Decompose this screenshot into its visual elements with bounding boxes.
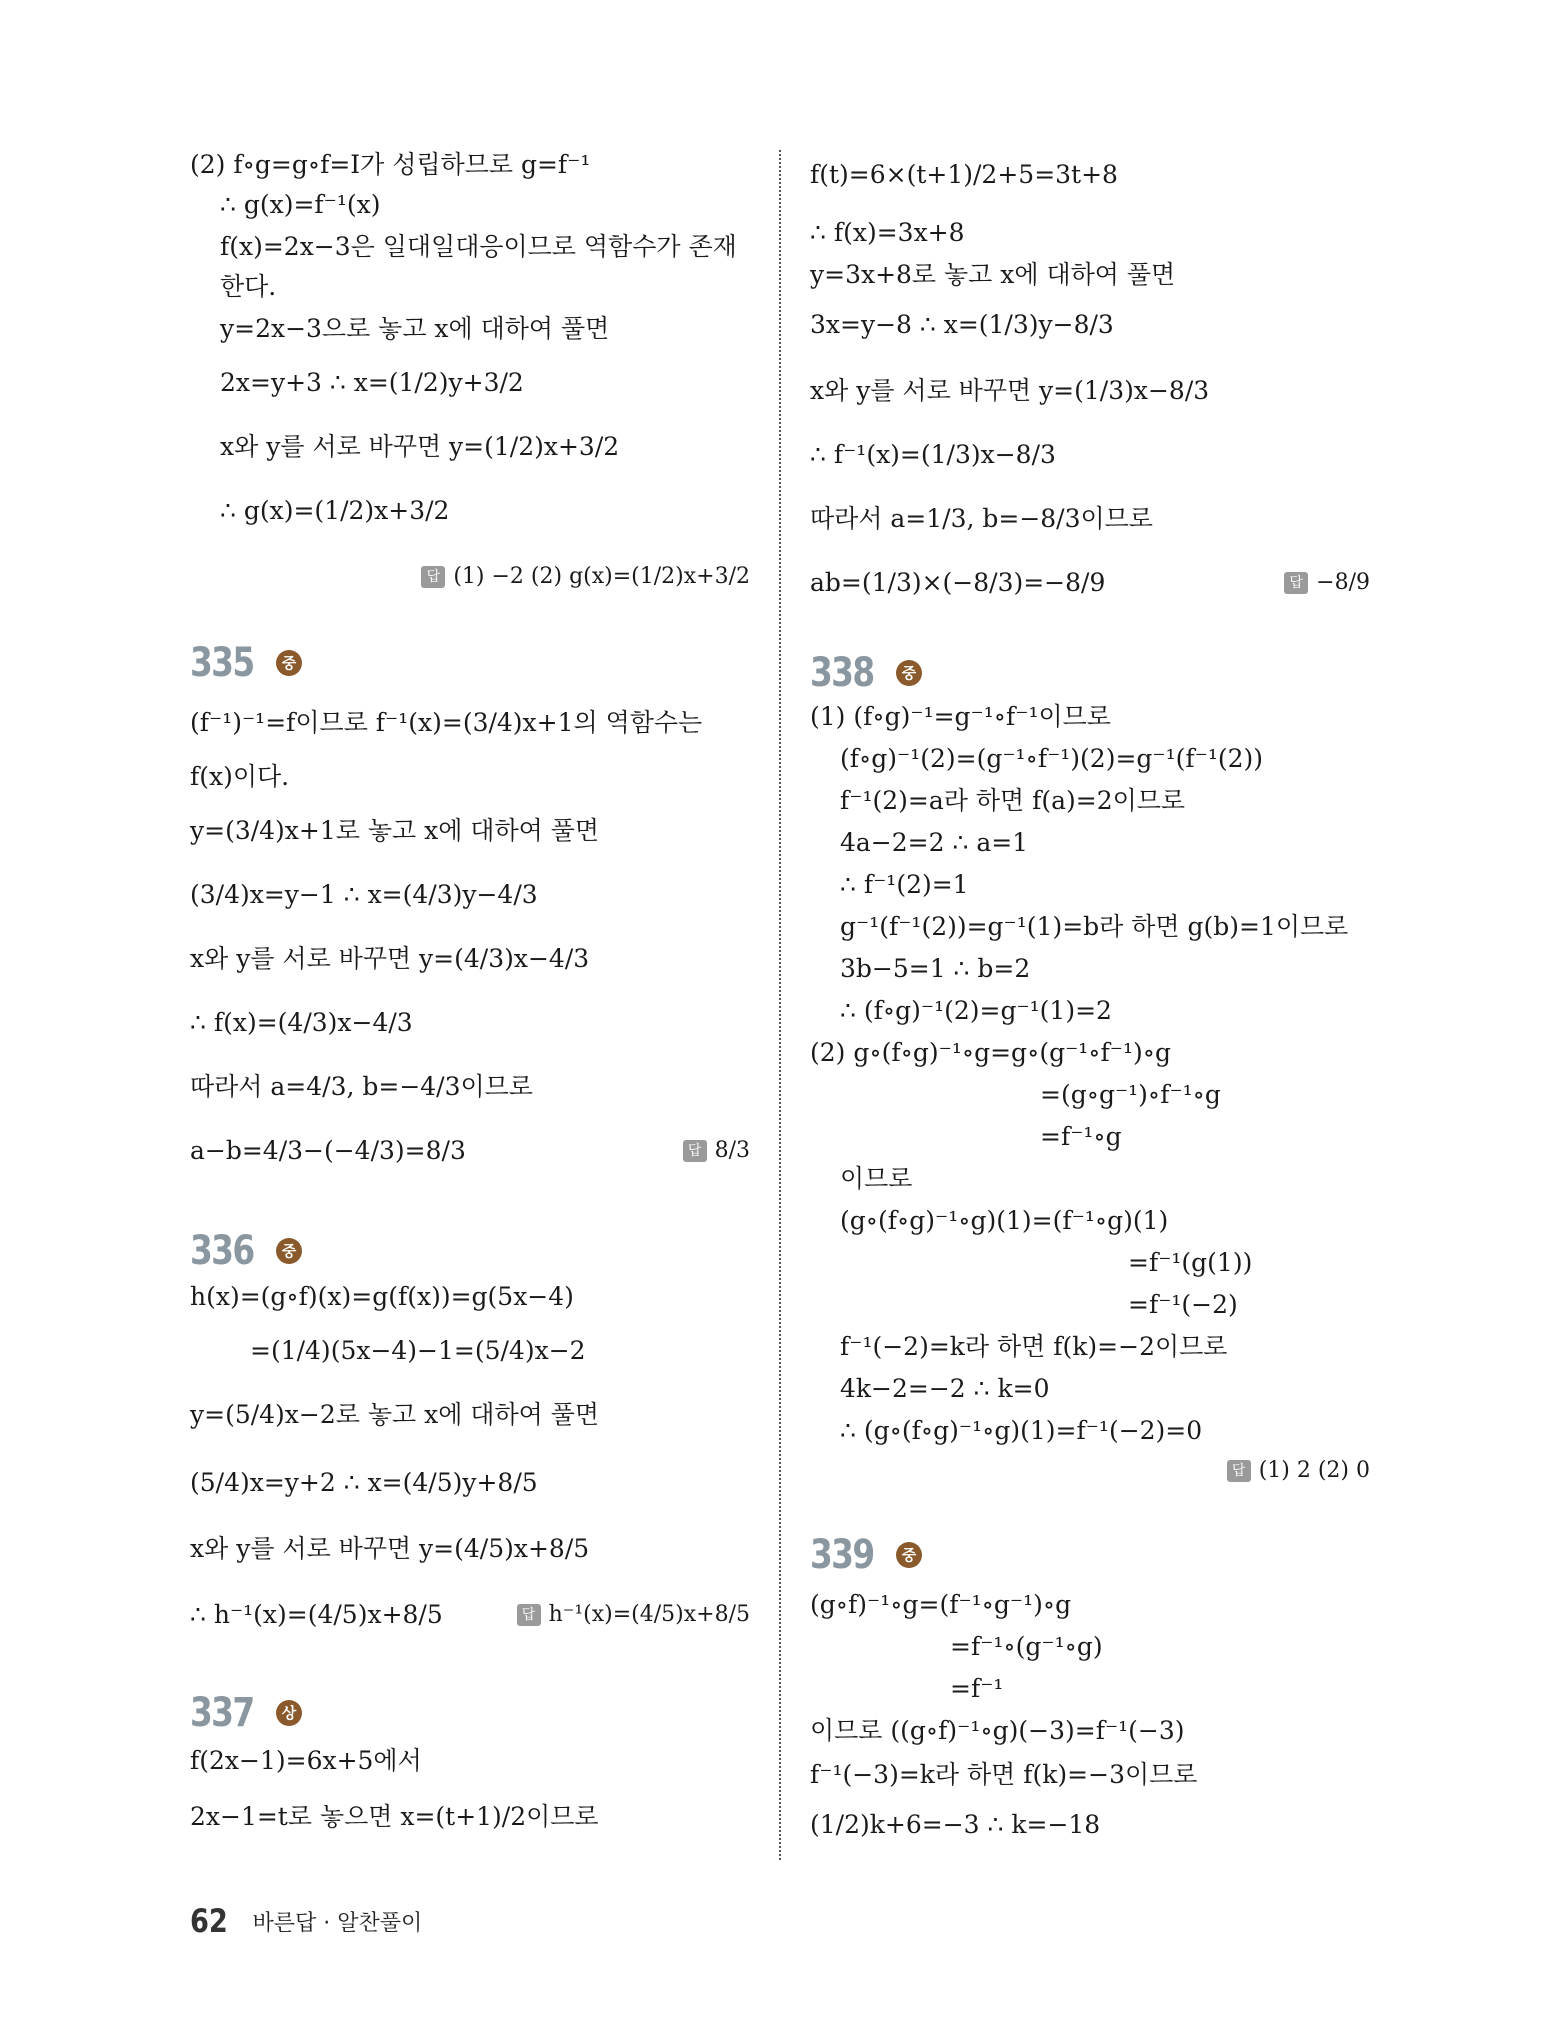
solution-line: a−b=4/3−(−4/3)=8/3: [190, 1136, 466, 1165]
solution-line: y=(5/4)x−2로 놓고 x에 대하여 풀면: [190, 1400, 600, 1429]
solution-line: ∴ g(x)=(1/2)x+3/2: [220, 496, 450, 525]
solution-line: ab=(1/3)×(−8/3)=−8/9: [810, 568, 1106, 597]
footer-title: 바른답 · 알찬풀이: [252, 1910, 423, 1936]
answer-text: 8/3: [714, 1138, 750, 1163]
solution-line: f(x)이다.: [190, 762, 290, 791]
problem-number: 337: [190, 1690, 254, 1736]
solution-line: =f⁻¹(−2): [1128, 1290, 1238, 1319]
solution-line: ∴ g(x)=f⁻¹(x): [220, 190, 381, 219]
solution-line: 따라서 a=4/3, b=−4/3이므로: [190, 1072, 533, 1101]
solution-line: 4k−2=−2 ∴ k=0: [840, 1374, 1050, 1403]
solution-line: 2x−1=t로 놓으면 x=(t+1)/2이므로: [190, 1802, 599, 1831]
answer-icon: 답: [1227, 1460, 1251, 1482]
answer-line: [421, 562, 750, 592]
solution-line: h(x)=(g∘f)(x)=g(f(x))=g(5x−4): [190, 1282, 574, 1311]
solution-line: y=(3/4)x+1로 놓고 x에 대하여 풀면: [190, 816, 600, 845]
answer-text: h⁻¹(x)=(4/5)x+8/5: [548, 1602, 750, 1627]
solution-line: 따라서 a=1/3, b=−8/3이므로: [810, 504, 1153, 533]
solution-line: ∴ f⁻¹(2)=1: [840, 870, 969, 899]
solution-line: (g∘(f∘g)⁻¹∘g)(1)=(f⁻¹∘g)(1): [840, 1206, 1169, 1235]
answer-text: (1) −2 (2) g(x)=(1/2)x+3/2: [453, 564, 750, 589]
problem-number-336: [190, 1228, 302, 1274]
solution-line: 4a−2=2 ∴ a=1: [840, 828, 1029, 857]
solution-line: ∴ h⁻¹(x)=(4/5)x+8/5: [190, 1600, 443, 1629]
solution-line: 2x=y+3 ∴ x=(1/2)y+3/2: [220, 368, 524, 397]
solution-line: (1) (f∘g)⁻¹=g⁻¹∘f⁻¹이므로: [810, 702, 1111, 731]
problem-number: 339: [810, 1532, 874, 1578]
solution-line: (f⁻¹)⁻¹=f이므로 f⁻¹(x)=(3/4)x+1의 역함수는: [190, 708, 703, 737]
solution-line: ∴ f(x)=(4/3)x−4/3: [190, 1008, 413, 1037]
answer-icon: 답: [517, 1604, 541, 1626]
solution-line: ∴ f(x)=3x+8: [810, 218, 965, 247]
solution-line: =f⁻¹∘g: [1040, 1122, 1122, 1151]
solution-line: (1/2)k+6=−3 ∴ k=−18: [810, 1810, 1101, 1839]
problem-number: 335: [190, 640, 254, 686]
answer-line: [683, 1136, 750, 1166]
answer-line: [1227, 1456, 1370, 1486]
solution-line: 이므로 ((g∘f)⁻¹∘g)(−3)=f⁻¹(−3): [810, 1716, 1185, 1745]
difficulty-badge: 중: [276, 1238, 302, 1264]
page-footer: [190, 1902, 422, 1940]
solution-line: f(t)=6×(t+1)/2+5=3t+8: [810, 160, 1118, 189]
solution-line: (2) f∘g=g∘f=I가 성립하므로 g=f⁻¹: [190, 150, 591, 179]
solution-line: (g∘f)⁻¹∘g=(f⁻¹∘g⁻¹)∘g: [810, 1590, 1072, 1619]
solution-line: y=2x−3으로 놓고 x에 대하여 풀면: [220, 314, 610, 343]
solution-line: ∴ f⁻¹(x)=(1/3)x−8/3: [810, 440, 1056, 469]
difficulty-badge: 중: [896, 660, 922, 686]
problem-number: 338: [810, 650, 874, 696]
answer-icon: 답: [1284, 572, 1308, 594]
problem-number: 336: [190, 1228, 254, 1274]
solution-line: f(2x−1)=6x+5에서: [190, 1746, 422, 1775]
solution-line: 3b−5=1 ∴ b=2: [840, 954, 1031, 983]
problem-number-335: [190, 640, 302, 686]
difficulty-badge: 중: [276, 650, 302, 676]
solution-line: 3x=y−8 ∴ x=(1/3)y−8/3: [810, 310, 1114, 339]
solution-line: (3/4)x=y−1 ∴ x=(4/3)y−4/3: [190, 880, 538, 909]
solution-line: =f⁻¹(g(1)): [1128, 1248, 1253, 1277]
difficulty-badge: 상: [276, 1700, 302, 1726]
solution-line: 이므로: [840, 1164, 913, 1193]
solution-line: 한다.: [220, 272, 277, 301]
problem-number-338: [810, 650, 922, 696]
answer-line: [1284, 568, 1370, 598]
solution-line: (5/4)x=y+2 ∴ x=(4/5)y+8/5: [190, 1468, 538, 1497]
solution-line: x와 y를 서로 바꾸면 y=(1/3)x−8/3: [810, 376, 1210, 405]
column-divider: [779, 150, 781, 1860]
answer-text: (1) 2 (2) 0: [1258, 1458, 1370, 1483]
problem-number-337: [190, 1690, 302, 1736]
answer-text: −8/9: [1316, 570, 1370, 595]
solution-line: y=3x+8로 놓고 x에 대하여 풀면: [810, 260, 1176, 289]
solution-line: (2) g∘(f∘g)⁻¹∘g=g∘(g⁻¹∘f⁻¹)∘g: [810, 1038, 1172, 1067]
solution-line: =f⁻¹∘(g⁻¹∘g): [950, 1632, 1103, 1661]
solution-line: ∴ (g∘(f∘g)⁻¹∘g)(1)=f⁻¹(−2)=0: [840, 1416, 1203, 1445]
solution-line: =(1/4)(5x−4)−1=(5/4)x−2: [250, 1336, 586, 1365]
solution-line: x와 y를 서로 바꾸면 y=(4/3)x−4/3: [190, 944, 590, 973]
answer-line: [517, 1600, 750, 1630]
answer-icon: 답: [421, 566, 445, 588]
answer-icon: 답: [683, 1140, 707, 1162]
problem-number-339: [810, 1532, 922, 1578]
solution-line: f⁻¹(−2)=k라 하면 f(k)=−2이므로: [840, 1332, 1228, 1361]
solution-line: f⁻¹(−3)=k라 하면 f(k)=−3이므로: [810, 1760, 1198, 1789]
solution-line: f⁻¹(2)=a라 하면 f(a)=2이므로: [840, 786, 1186, 815]
solution-line: g⁻¹(f⁻¹(2))=g⁻¹(1)=b라 하면 g(b)=1이므로: [840, 912, 1349, 941]
solution-line: =f⁻¹: [950, 1674, 1004, 1703]
solution-line: =(g∘g⁻¹)∘f⁻¹∘g: [1040, 1080, 1221, 1109]
solution-line: f(x)=2x−3은 일대일대응이므로 역함수가 존재: [220, 232, 737, 261]
solution-line: x와 y를 서로 바꾸면 y=(4/5)x+8/5: [190, 1534, 590, 1563]
solution-line: ∴ (f∘g)⁻¹(2)=g⁻¹(1)=2: [840, 996, 1112, 1025]
difficulty-badge: 중: [896, 1542, 922, 1568]
solution-line: (f∘g)⁻¹(2)=(g⁻¹∘f⁻¹)(2)=g⁻¹(f⁻¹(2)): [840, 744, 1264, 773]
page-number: 62: [190, 1902, 228, 1940]
solution-line: x와 y를 서로 바꾸면 y=(1/2)x+3/2: [220, 432, 620, 461]
